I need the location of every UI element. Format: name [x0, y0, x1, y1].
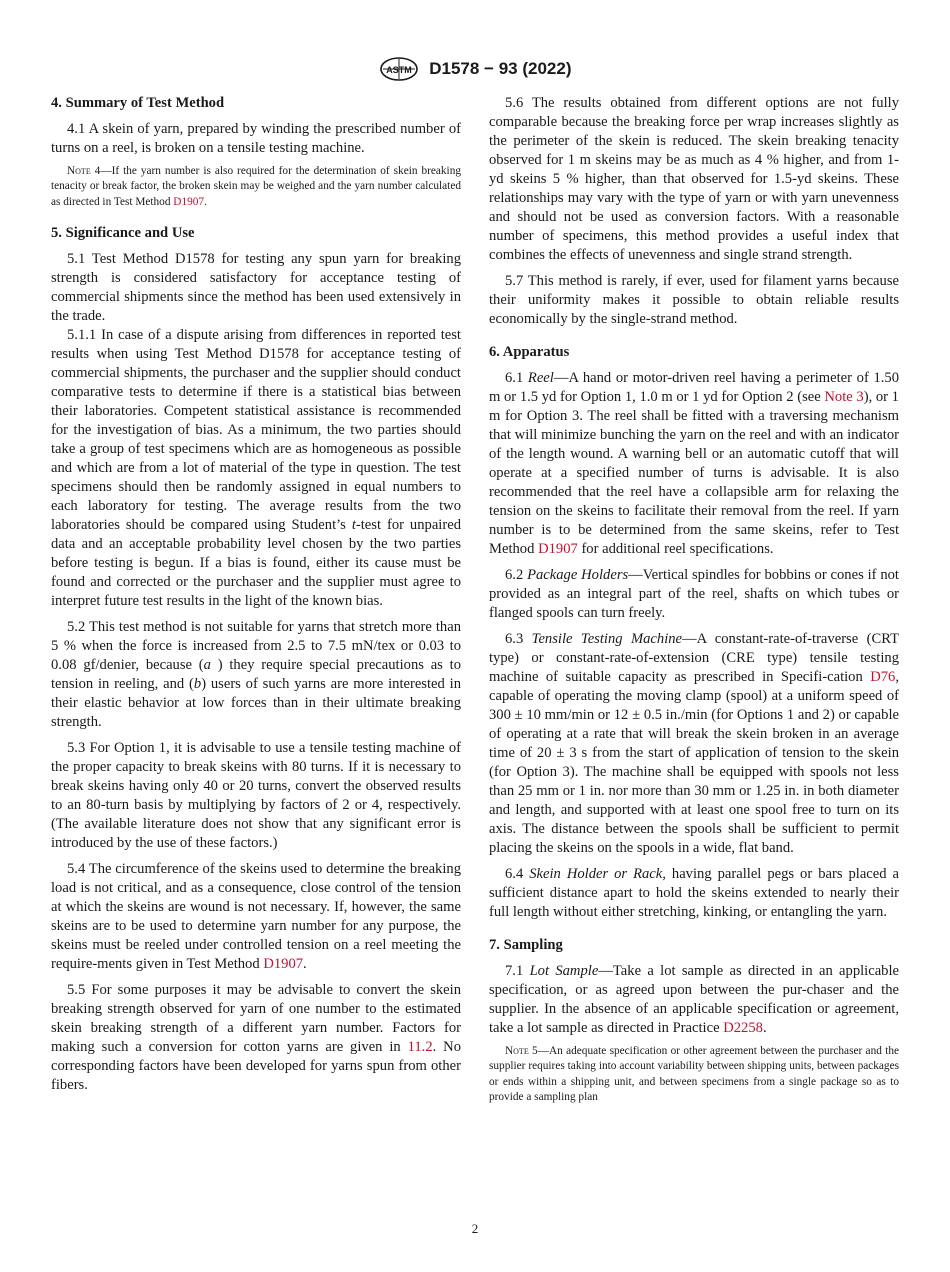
astm-logo-icon [379, 56, 419, 82]
link-d1907[interactable]: D1907 [173, 195, 205, 208]
note-4-label: Note 4 [67, 165, 101, 177]
paragraph-5-3: 5.3 For Option 1, it is advisable to use a tensile testing machine of the proper capacity to break skeins with 80 turns. If it is necessary to break skeins having only 40 or 20 turns, convert the observed results to an 80-turn basis by multiplying by factors of 2 or 4, respectively. (The available literature does not show that any significant error is introduced by the use of these factors.) [51, 740, 461, 852]
paragraph-6-4: 6.4 Skein Holder or Rack, having parallel pegs or bars placed a sufficient distance apart to hold the skeins extended to nearly their full length without either stretching, kinking, or entangling the yarn. [489, 866, 900, 920]
paragraph-6-3: 6.3 Tensile Testing Machine—A constant-rate-of-traverse (CRT type) or constant-rate-of-extension (CRE type) tensile testing machine of suitable capacity as prescribed in Specifi-cation D76, capable of operating the moving clamp (spool) at a uniform speed of 300 ± 10 mm/min or 12 ± 0.5 in./min (for Options 1 and 2) or capable of operating at a rate that will break the skein broken in an average time of 20 ± 3 s from the start of application of tension to the skein (for Option 3). The machine shall be equipped with spools not less than 25 mm or 1 in. nor more than 30 mm or 1.25 in. in both diameter and length, and supported with at least one spool free to turn on its axis. The distance between the spools shall be sufficient to permit placing the skeins on the spools in a wide, flat band. [489, 631, 899, 856]
document-designation: D1578 − 93 (2022) [429, 59, 572, 78]
paragraph-5-7: 5.7 This method is rarely, if ever, used for filament yarns because their uniformity makes it possible to obtain reliable results economically by the single-strand method. [489, 273, 899, 327]
note-5-label: Note 5 [505, 1045, 538, 1057]
note-5: Note 5—An adequate specification or other agreement between the purchaser and the supplier requires taking into account variability between shipping units, between packages or ends within a shipping unit, and between specimens from a single package so as to provide a sampling plan [489, 1045, 899, 1104]
link-d76[interactable]: D76 [870, 669, 896, 685]
page-number: 2 [471, 1221, 479, 1236]
section-4-title: 4. Summary of Test Method [51, 95, 225, 111]
paragraph-5-1: 5.1 Test Method D1578 for testing any spun yarn for breaking strength is considered satisfactory for acceptance testing of commercial shipments since the method has been used extensively in the trade. [51, 251, 461, 325]
link-d1907-3[interactable]: D1907 [538, 541, 578, 557]
link-d1907-2[interactable]: D1907 [263, 956, 304, 973]
astm-logo-text: ASTM [385, 65, 412, 75]
section-5-title: 5. Significance and Use [51, 225, 195, 242]
section-7-title: 7. Sampling [489, 937, 563, 953]
paragraph-5-4: 5.4 The circumference of the skeins used to determine the breaking load is not critical, and as a consequence, close control of the tension at which the skeins are wound is not necessary. If, however, the same skeins are to be used to determine yarn number for any purpose, the skeins must be reeled under controlled tension on a reel meeting the require-ments given in Test Method D1907. [51, 861, 461, 973]
paragraph-5-6: 5.6 The results obtained from different options are not fully comparable because the breaking force per wrap increases slightly as the perimeter of the skein is reduced. The skein breaking tenacity observed for 1 m skeins may be as much as 4 % higher, and from 1-yd skeins 5 % higher, than that observed for 1.5-yd skeins. These relationships may vary with the type of yarn or with yarn unevenness and should not be used as conversion factors. With a reasonable number of specimens, this method provides a useful index that combines the effects of unevenness and single strand strength. [489, 95, 899, 263]
link-note-3[interactable]: Note 3 [824, 389, 864, 405]
paragraph-6-2: 6.2 Package Holders—Vertical spindles for bobbins or cones if not provided as an integral part of the reel, shafts on which tubes or flanged spools can turn freely. [489, 567, 899, 621]
paragraph-5-1-1: 5.1.1 In case of a dispute arising from differences in reported test results when using Test Method D1578 for acceptance testing of commercial shipments, the purchaser and the supplier should conduct comparative tests to determine if there is a statistical bias between their laboratories. Competent statistical assistance is recommended for the investigation of bias. As a minimum, the two parties should take a group of test specimens which are as homogeneous as possible and which are from a lot of material of the type in question. The test specimens should then be randomly assigned in equal numbers to each laboratory for testing. The average results from the two laboratories should be compared using Student’s t-test for unpaired data and an acceptable probability level chosen by the two parties before testing is begun. If a bias is found, either its cause must be found and corrected or the purchaser and the supplier must agree to interpret future test results in the light of the known bias. [51, 327, 461, 610]
link-11-2[interactable]: 11.2 [407, 1039, 433, 1056]
note-4: Note 4—If the yarn number is also required for the determination of skein breaking tenacity or break factor, the broken skein may be weighed and the yarn number calculated as directed in Test Method D1907. [51, 165, 461, 208]
paragraph-7-1: 7.1 Lot Sample—Take a lot sample as directed in an applicable specification, or as agreed upon between the pur-chaser and the supplier. In the absence of an applicable specification or agreement, take a lot sample as directed in Practice D2258. [489, 963, 900, 1036]
left-column [51, 94, 461, 1095]
page-header [0, 56, 950, 82]
paragraph-4-1: 4.1 A skein of yarn, prepared by winding the prescribed number of turns on a reel, is broken on a tensile testing machine. [51, 121, 461, 156]
paragraph-6-1: 6.1 Reel—A hand or motor-driven reel having a perimeter of 1.50 m or 1.5 yd for Option 1, 1.0 m or 1 yd for Option 2 (see Note 3), or 1 m for Option 3. The reel shall be fitted with a traversing mechanism that will minimize bunching the yarn on the reel and with an indicator of the length wound. A warning bell or an automatic cutoff that will operate at a specified number of turns is advisable. It is also recommended that the reel have a collapsible arm for relaxing the tension on the skeins to facilitate their removal from the reel. If yarn number is to be determined from the same skeins, refer to Test Method D1907 for additional reel specifications. [489, 370, 899, 557]
link-d2258[interactable]: D2258 [723, 1020, 763, 1036]
paragraph-5-2: 5.2 This test method is not suitable for yarns that stretch more than 5 % when the force is increased from 2.5 to 7.5 mN/tex or 0.03 to 0.08 gf/denier, because (a ) they require special precautions as to tension in reeling, and (b) users of such yarns are more interested in their elastic behavior at low forces than in their ultimate breaking strength. [51, 619, 461, 731]
paragraph-5-5: 5.5 For some purposes it may be advisable to convert the skein breaking strength observed for yarn of one number to the estimated skein breaking strength of a different yarn number. Factors for making such a conversion for cotton yarns are given in 11.2. No corresponding factors have been developed for yarns spun from other fibers. [51, 982, 461, 1094]
section-6-title: 6. Apparatus [489, 344, 570, 360]
right-column [489, 94, 899, 1106]
